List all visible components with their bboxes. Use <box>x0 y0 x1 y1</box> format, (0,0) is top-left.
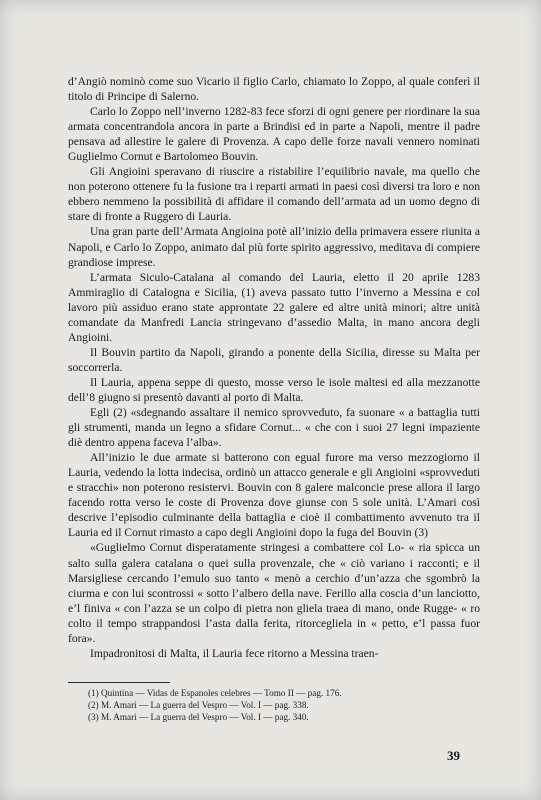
quotation-paragraph: «Guglielmo Cornut disperatamente stringesi a combattere col Lo- « ria spicca un salto sulla galera catalana o quei sulla provenzale, che « ciò variano i racconti; e il Marsigliese cercando l’emulo suo tanto « menò a cerchio d’un’azza che sgombrò la ciurma e con lui scontrossi « sotto l’albero della nave. Ferillo alla coscia d’un lanciotto, e’l finiva « con l’azza se un colpo di pietra non gliela traea di mano, onde Rugge- « ro colto il tempo strappandosi l’asta dalla ferita, ritorcegliela in « petto, e’l passa fuor fora». <box>68 541 480 645</box>
page-number: 39 <box>447 748 460 763</box>
footnote-rule <box>68 682 170 683</box>
paragraph: Gli Angioini speravano di riuscire a ristabilire l’equilibrio navale, ma quello che non poterono ottenere fu la fusione tra i reparti armati in paesi così diversi tra loro e non ebbero nemmeno la possibilità di affidare il comando dell’armata ad un uomo degno di stare di fronte a Ruggero di Lauria. <box>68 165 480 224</box>
paragraph: Una gran parte dell’Armata Angioina potè all’inizio della primavera essere riunita a Napoli, e Carlo lo Zoppo, animato dal più forte spirito aggressivo, meditava di compiere grandiose imprese. <box>68 225 480 269</box>
paragraph: d’Angiò nominò come suo Vicario il figlio Carlo, chiamato lo Zoppo, al quale conferì il titolo di Principe di Salerno. <box>68 75 480 104</box>
paragraph: Egli (2) «sdegnando assaltare il nemico sprovveduto, fa suonare « a battaglia tutti gli strumenti, manda un legno a sfidare Cornut... « che con i suoi 27 legni impaziente diè dentro appena faceva l’alba». <box>68 406 480 450</box>
body-text <box>68 74 480 661</box>
footnote: (2) M. Amari — La guerra del Vespro — Vol. I — pag. 338. <box>88 700 309 711</box>
paragraph: Carlo lo Zoppo nell’inverno 1282-83 fece sforzi di ogni genere per riordinare la sua armata concentrandola ancora in parte a Brindisi ed in parte a Napoli, mentre il padre pensava ad allestire le galere di Provenza. A capo delle forze navali vennero nominati Guglielmo Cornut e Bartolomeo Bouvin. <box>68 105 480 164</box>
footnote: (1) Quintina — Vidas de Espanoles celebres — Tomo II — pag. 176. <box>88 688 342 698</box>
paragraph: Impadronitosi di Malta, il Lauria fece ritorno a Messina traen- <box>90 646 379 660</box>
paragraph: Il Bouvin partito da Napoli, girando a ponente della Sicilia, diresse su Malta per soccorrerla. <box>68 345 480 374</box>
paragraph: L’armata Siculo-Catalana al comando del Lauria, eletto il 20 aprile 1283 Ammiraglio di Catalogna e Sicilia, (1) aveva passato tutto l’inverno a Messina e col lavoro più assiduo erano state approntate 22 galere ed altre unità minori; altre unità comandate da Manfredi Lancia stringevano d’assedio Malta, in mano ancora degli Angioini. <box>68 270 480 344</box>
footnote: (3) M. Amari — La guerra del Vespro — Vol. I — pag. 340. <box>88 712 309 723</box>
footnotes <box>88 687 468 724</box>
paragraph: Il Lauria, appena seppe di questo, mosse verso le isole maltesi ed alla mezzanotte dell’8 giugno si presentò davanti al porto di Malta. <box>68 375 480 404</box>
paragraph: All’inizio le due armate si batterono con egual furore ma verso mezzogiorno il Lauria, vedendo la lotta indecisa, ordinò un attacco generale e gli Angioini «sprovveduti e stracchi» non poterono resistervi. Bouvin con 8 galere malconcie prese allora il largo facendo rotta verso le coste di Provenza dove giunse con 5 sole unità. L’Amari così descrive l’episodio culminante della battaglia e cioè il combattimento avvenuto tra il Lauria ed il Cornut rimasto a capo degli Angioini dopo la fuga del Bouvin (3) <box>68 451 480 540</box>
